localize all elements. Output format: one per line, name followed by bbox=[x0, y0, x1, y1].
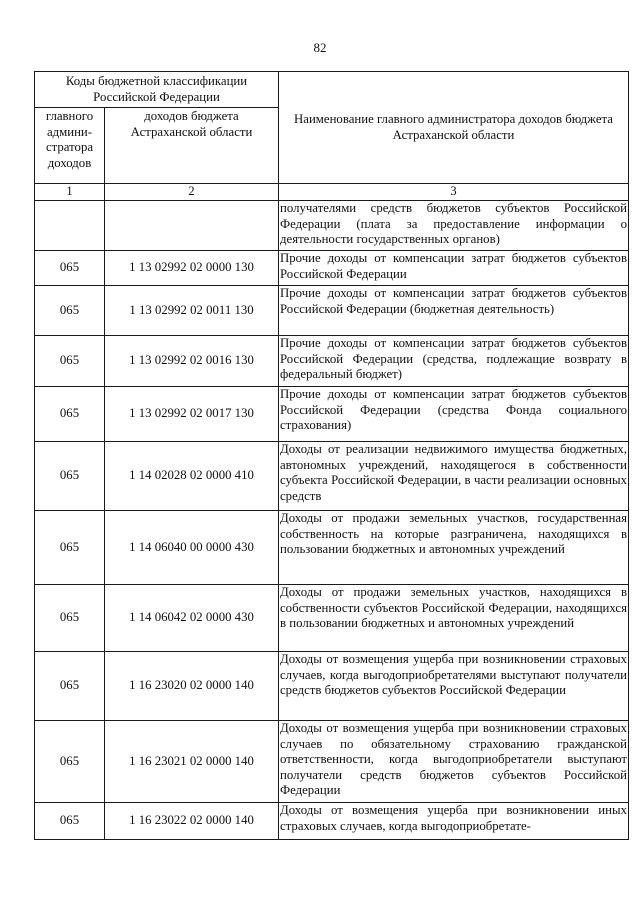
page-number: 82 bbox=[313, 40, 327, 55]
column-number-row bbox=[35, 184, 629, 201]
admin-code: 065 bbox=[35, 585, 105, 652]
income-code: 1 16 23022 02 0000 140 bbox=[105, 803, 279, 840]
income-name: Прочие доходы от компенсации затрат бюджетов субъектов Российской Федерации (средства, подлежащие возврату в федеральный бюджет) bbox=[279, 336, 629, 387]
admin-code: 065 bbox=[35, 511, 105, 585]
table-row bbox=[35, 652, 629, 721]
table-row bbox=[35, 721, 629, 803]
table-row bbox=[35, 286, 629, 336]
admin-code: 065 bbox=[35, 442, 105, 511]
table-row bbox=[35, 387, 629, 442]
income-code: 1 13 02992 02 0017 130 bbox=[105, 387, 279, 442]
income-code: 1 16 23020 02 0000 140 bbox=[105, 652, 279, 721]
header-col1-title: главного админи-стратора доходов bbox=[35, 108, 105, 184]
admin-code: 065 bbox=[35, 251, 105, 286]
table-row bbox=[35, 442, 629, 511]
income-code: 1 14 02028 02 0000 410 bbox=[105, 442, 279, 511]
income-name: Доходы от продажи земельных участков, находящихся в собственности субъектов Российской Федерации, находящихся в пользовании бюджетных и автономных учреждений bbox=[279, 585, 629, 652]
income-code: 1 13 02992 02 0000 130 bbox=[105, 251, 279, 286]
table-row bbox=[35, 336, 629, 387]
income-code: 1 14 06042 02 0000 430 bbox=[105, 585, 279, 652]
header-group-title: Коды бюджетной классификации Российской Федерации bbox=[35, 72, 279, 108]
budget-classification-table bbox=[34, 71, 629, 840]
income-name: Прочие доходы от компенсации затрат бюджетов субъектов Российской Федерации (бюджетная деятельность) bbox=[279, 286, 629, 336]
table-row bbox=[35, 585, 629, 652]
col-number-3: 3 bbox=[279, 184, 629, 201]
col-number-2: 2 bbox=[105, 184, 279, 201]
admin-code: 065 bbox=[35, 387, 105, 442]
income-code: 1 14 06040 00 0000 430 bbox=[105, 511, 279, 585]
income-name: Доходы от продажи земельных участков, государственная собственность на которые разграничена, находящихся в пользовании бюджетных и автономных учреждений bbox=[279, 511, 629, 585]
col-number-1: 1 bbox=[35, 184, 105, 201]
income-code: 1 13 02992 02 0016 130 bbox=[105, 336, 279, 387]
header-col3-title: Наименование главного администратора доходов бюджета Астраханской области bbox=[279, 72, 629, 184]
income-name: Доходы от реализации недвижимого имущества бюджетных, автономных учреждений, находящегося в собственности субъекта Российской Федерации, в части реализации основных средств bbox=[279, 442, 629, 511]
table-row bbox=[35, 511, 629, 585]
income-code: 1 13 02992 02 0011 130 bbox=[105, 286, 279, 336]
income-name: Доходы от возмещения ущерба при возникновении иных страховых случаев, когда выгодоприобретате- bbox=[279, 803, 629, 840]
income-name: Доходы от возмещения ущерба при возникновении страховых случаев по обязательному страхованию гражданской ответственности, когда выгодоприобретатели выступают получатели средств бюджетов субъектов Российской Федерации bbox=[279, 721, 629, 803]
income-name: получателями средств бюджетов субъектов Российской Федерации (плата за предоставление информации о деятельности государственных органов) bbox=[279, 201, 629, 251]
admin-code: 065 bbox=[35, 336, 105, 387]
admin-code: 065 bbox=[35, 721, 105, 803]
income-name: Прочие доходы от компенсации затрат бюджетов субъектов Российской Федерации bbox=[279, 251, 629, 286]
table-row bbox=[35, 201, 629, 251]
header-col2-title: доходов бюджета Астраханской области bbox=[105, 108, 279, 184]
admin-code: 065 bbox=[35, 803, 105, 840]
income-name: Прочие доходы от компенсации затрат бюджетов субъектов Российской Федерации (средства Фонда социального страхования) bbox=[279, 387, 629, 442]
table-row bbox=[35, 803, 629, 840]
admin-code: 065 bbox=[35, 652, 105, 721]
admin-code bbox=[35, 201, 105, 251]
income-code: 1 16 23021 02 0000 140 bbox=[105, 721, 279, 803]
table-row bbox=[35, 251, 629, 286]
table-header-row-1 bbox=[35, 72, 629, 108]
income-code bbox=[105, 201, 279, 251]
admin-code: 065 bbox=[35, 286, 105, 336]
income-name: Доходы от возмещения ущерба при возникновении страховых случаев, когда выгодоприобретателями выступают получатели средств бюджетов субъектов Российской Федерации bbox=[279, 652, 629, 721]
